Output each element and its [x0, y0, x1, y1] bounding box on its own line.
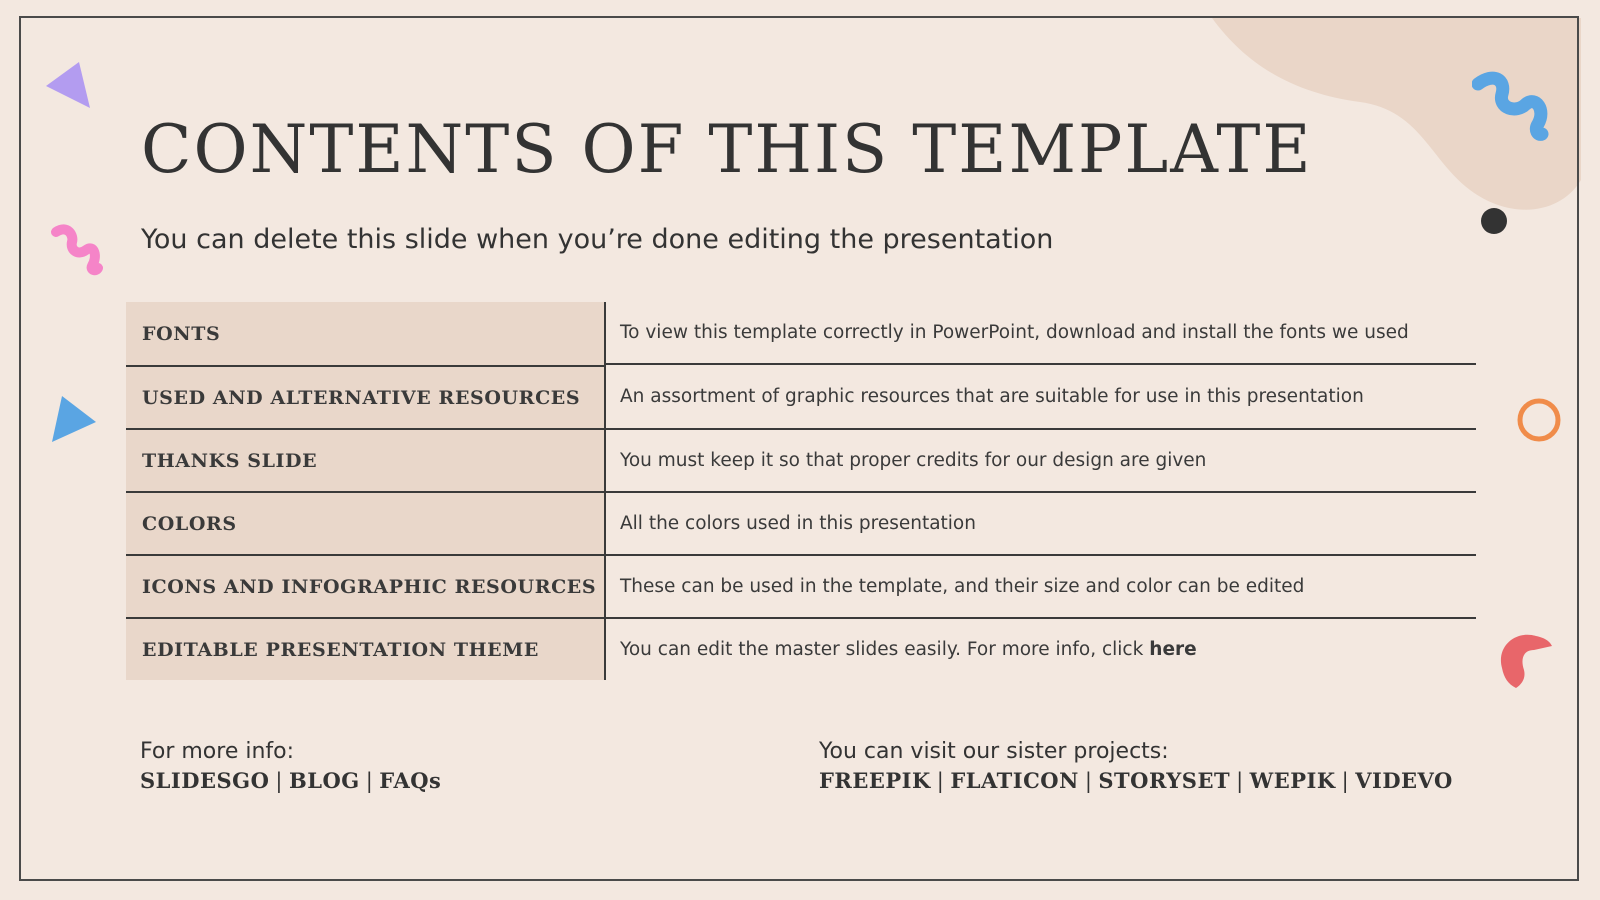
row-label: THANKS SLIDE	[126, 428, 606, 491]
footer-sister-projects	[819, 738, 1453, 796]
table-row	[126, 302, 1476, 365]
faqs-link[interactable]: FAQs	[379, 768, 442, 793]
here-link[interactable]: here	[1149, 639, 1197, 660]
row-label: FONTS	[126, 302, 606, 365]
wepik-link[interactable]: WEPIK	[1249, 768, 1336, 793]
flaticon-link[interactable]: FLATICON	[950, 768, 1079, 793]
row-label: EDITABLE PRESENTATION THEME	[126, 617, 606, 680]
blog-link[interactable]: BLOG	[288, 768, 360, 793]
dark-dot-icon	[1480, 207, 1508, 235]
table-row	[126, 428, 1476, 491]
red-arc-icon	[1494, 628, 1554, 690]
pink-squiggle-icon	[48, 222, 108, 278]
link-separator: |	[1236, 769, 1244, 793]
page-subtitle: You can delete this slide when you’re done editing the presentation	[141, 224, 1054, 255]
table-row	[126, 554, 1476, 617]
page-title: CONTENTS OF THIS TEMPLATE	[141, 111, 1313, 188]
row-description-text: These can be used in the template, and their size and color can be edited	[620, 576, 1305, 597]
table-row	[126, 365, 1476, 428]
row-description-text: To view this template correctly in PowerPoint, download and install the fonts we used	[620, 322, 1409, 343]
link-separator: |	[275, 769, 283, 793]
table-row	[126, 491, 1476, 554]
orange-ring-icon	[1515, 396, 1563, 444]
table-row	[126, 617, 1476, 680]
footer-sister-projects-label: You can visit our sister projects:	[819, 739, 1169, 764]
footer-more-info-links	[140, 766, 441, 796]
row-description	[606, 302, 1476, 365]
purple-triangle-icon	[44, 60, 94, 110]
row-description	[606, 428, 1476, 491]
row-label: ICONS AND INFOGRAPHIC RESOURCES	[126, 554, 606, 617]
row-description-text: You must keep it so that proper credits for our design are given	[620, 450, 1207, 471]
slidesgo-link[interactable]: SLIDESGO	[140, 768, 270, 793]
link-separator: |	[936, 769, 945, 793]
contents-table	[126, 302, 1476, 680]
row-label: COLORS	[126, 491, 606, 554]
link-separator: |	[1084, 769, 1093, 793]
storyset-link[interactable]: STORYSET	[1098, 768, 1231, 793]
row-description	[606, 617, 1476, 680]
link-separator: |	[1341, 769, 1350, 793]
link-separator: |	[365, 769, 374, 793]
videvo-link[interactable]: VIDEVO	[1355, 768, 1453, 793]
row-label: USED AND ALTERNATIVE RESOURCES	[126, 365, 606, 428]
row-description	[606, 491, 1476, 554]
row-description	[606, 365, 1476, 428]
footer-more-info	[140, 738, 441, 796]
row-description-text: All the colors used in this presentation	[620, 513, 976, 534]
row-description	[606, 554, 1476, 617]
blue-triangle-icon	[48, 394, 98, 444]
footer-more-info-label: For more info:	[140, 739, 295, 764]
footer-sister-projects-links	[819, 766, 1453, 796]
freepik-link[interactable]: FREEPIK	[819, 768, 931, 793]
row-description-text: You can edit the master slides easily. For more info, click	[620, 639, 1144, 660]
blue-squiggle-icon	[1472, 70, 1556, 146]
row-description-text: An assortment of graphic resources that are suitable for use in this presentation	[620, 386, 1364, 407]
